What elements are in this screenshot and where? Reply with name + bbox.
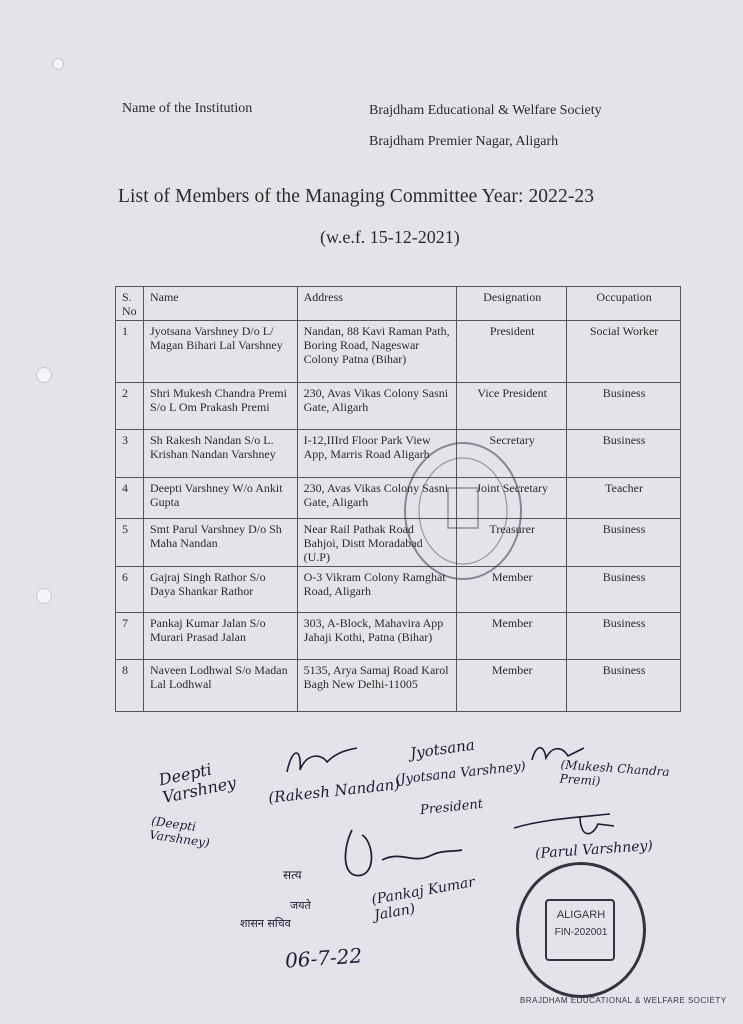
signature-deepti: Deepti Varshney	[157, 759, 238, 807]
table-header-row	[116, 287, 681, 321]
cell-designation: Vice President	[457, 383, 567, 430]
signature-deepti-name: (Deepti Varshney)	[148, 813, 211, 851]
stamp-center-code: FIN-202001	[554, 927, 608, 938]
cell-address: Nandan, 88 Kavi Raman Path, Boring Road, Nageswar Colony Patna (Bihar)	[297, 321, 457, 383]
cell-address: O-3 Vikram Colony Ramghat Road, Aligarh	[297, 567, 457, 613]
cell-name: Jyotsana Varshney D/o L/ Magan Bihari Lal Varshney	[143, 321, 297, 383]
society-round-stamp	[516, 862, 646, 998]
cell-designation: President	[457, 321, 567, 383]
cell-sno: 1	[116, 321, 144, 383]
cell-occupation: Business	[567, 519, 681, 567]
signature-jyotsana-name: (Jyotsana Varshney)	[394, 759, 527, 788]
cell-occupation: Business	[567, 567, 681, 613]
cell-address: 5135, Arya Samaj Road Karol Bagh New Delhi-11005	[297, 660, 457, 712]
cell-sno: 7	[116, 613, 144, 660]
signature-rakesh-scribble	[282, 742, 362, 782]
table-row	[116, 660, 681, 712]
cell-address: I-12,IIIrd Floor Park View App, Marris Road Aligarh	[297, 430, 457, 478]
cell-designation: Member	[457, 567, 567, 613]
cell-sno: 6	[116, 567, 144, 613]
cell-name: Sh Rakesh Nandan S/o L. Krishan Nandan Varshney	[143, 430, 297, 478]
cell-occupation: Social Worker	[567, 321, 681, 383]
signature-rakesh-name: (Rakesh Nandan)	[267, 775, 401, 807]
cell-occupation: Business	[567, 383, 681, 430]
table-row	[116, 383, 681, 430]
punch-hole-top	[36, 367, 52, 383]
cell-address: 303, A-Block, Mahavira App Jahaji Kothi, Patna (Bihar)	[297, 613, 457, 660]
signature-mukesh-name: (Mukesh Chandra Premi)	[559, 757, 671, 789]
table-row	[116, 613, 681, 660]
cell-occupation: Teacher	[567, 478, 681, 519]
hindi-stamp-line2: जयते	[290, 899, 311, 912]
cell-name: Shri Mukesh Chandra Premi S/o L Om Prakash Premi	[143, 383, 297, 430]
cell-designation: Joint Secretary	[457, 478, 567, 519]
cell-name: Gajraj Singh Rathor S/o Daya Shankar Rathor	[143, 567, 297, 613]
signature-jyotsana-role: President	[419, 796, 484, 819]
cell-designation: Secretary	[457, 430, 567, 478]
cell-designation: Treasurer	[457, 519, 567, 567]
cell-sno: 2	[116, 383, 144, 430]
cell-sno: 4	[116, 478, 144, 519]
page-title: List of Members of the Managing Committee Year: 2022-23	[118, 186, 595, 207]
cell-address: 230, Avas Vikas Colony Sasni Gate, Aligarh	[297, 478, 457, 519]
cell-sno: 8	[116, 660, 144, 712]
stamp-ring-text: BRAJDHAM EDUCATIONAL & WELFARE SOCIETY	[520, 996, 727, 1005]
punch-hole-corner	[52, 58, 64, 70]
cell-name: Deepti Varshney W/o Ankit Gupta	[143, 478, 297, 519]
page-subtitle: (w.e.f. 15-12-2021)	[320, 227, 460, 247]
institution-name: Brajdham Educational & Welfare Society	[369, 103, 602, 118]
cell-address: 230, Avas Vikas Colony Sasni Gate, Aligarh	[297, 383, 457, 430]
header-designation: Designation	[457, 287, 567, 321]
hindi-stamp-line1: सत्य	[283, 868, 302, 882]
cell-sno: 5	[116, 519, 144, 567]
cell-occupation: Business	[567, 660, 681, 712]
institution-address: Brajdham Premier Nagar, Aligarh	[369, 134, 559, 149]
header-sno: S. No	[116, 287, 144, 321]
cell-name: Naveen Lodhwal S/o Madan Lal Lodhwal	[143, 660, 297, 712]
cell-designation: Member	[457, 660, 567, 712]
signature-pankaj-name: (Pankaj Kumar Jalan)	[370, 874, 477, 924]
cell-occupation: Business	[567, 430, 681, 478]
cell-name: Smt Parul Varshney D/o Sh Maha Nandan	[143, 519, 297, 567]
cell-occupation: Business	[567, 613, 681, 660]
header-occupation: Occupation	[567, 287, 681, 321]
stamp-center-city: ALIGARH	[556, 909, 606, 921]
cell-sno: 3	[116, 430, 144, 478]
signature-date: 06-7-22	[284, 943, 363, 973]
cell-designation: Member	[457, 613, 567, 660]
punch-hole-bottom	[36, 588, 52, 604]
overlay-seal-stamp	[398, 436, 528, 586]
header-name: Name	[143, 287, 297, 321]
institution-label: Name of the Institution	[122, 101, 253, 116]
signature-jyotsana: Jyotsana	[409, 735, 476, 763]
cell-name: Pankaj Kumar Jalan S/o Murari Prasad Jalan	[143, 613, 297, 660]
signature-parul-name: (Parul Varshney)	[534, 837, 654, 863]
cell-address: Near Rail Pathak Road Bahjoi, Distt Moradabad (U.P)	[297, 519, 457, 567]
header-address: Address	[297, 287, 457, 321]
table-row	[116, 321, 681, 383]
hindi-stamp-line3: शासन सचिव	[240, 917, 291, 930]
